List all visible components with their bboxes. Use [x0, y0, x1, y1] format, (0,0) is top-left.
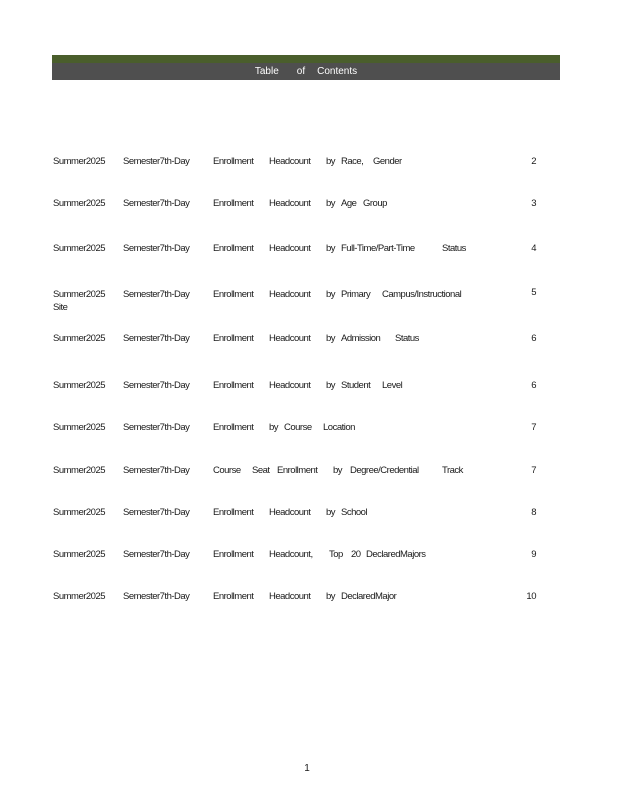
- toc-entry-description-word: Headcount: [269, 591, 311, 602]
- toc-entry[interactable]: [0, 333, 618, 363]
- toc-entry-description-word: Gender: [373, 156, 402, 167]
- toc-entry-description-word: Course: [213, 465, 241, 476]
- toc-entry-description-word: Course: [284, 422, 312, 433]
- toc-entry-term: Summer2025: [53, 156, 106, 167]
- toc-entry-description-word: Headcount: [269, 380, 311, 391]
- toc-entry-calendar: Semester7th-Day: [123, 465, 190, 476]
- toc-entry-term: Summer2025: [53, 243, 106, 254]
- toc-entry-description-word: 20: [351, 549, 361, 560]
- toc-entry-term: Summer2025: [53, 333, 106, 344]
- toc-entry-description-word: Primary: [341, 289, 371, 300]
- toc-entry-description-word: by: [333, 465, 343, 476]
- toc-entry-description-word: Seat: [252, 465, 270, 476]
- toc-entry-description-word: Top: [329, 549, 343, 560]
- toc-entry-description-word: Age: [341, 198, 357, 209]
- toc-entry-term: Summer2025: [53, 549, 106, 560]
- toc-entry-description-word: Headcount,: [269, 549, 313, 560]
- toc-entry-page-number: 6: [531, 380, 536, 391]
- toc-entry-term: Summer2025: [53, 591, 106, 602]
- toc-entry-description-word: Admission: [341, 333, 381, 344]
- toc-entry-description-word: Headcount: [269, 198, 311, 209]
- toc-entry-description-word: Status: [442, 243, 466, 254]
- toc-entry-description-word: Campus/Instructional: [382, 289, 462, 300]
- toc-entry-description-word: Student: [341, 380, 371, 391]
- toc-entry-description-word: by: [326, 289, 336, 300]
- toc-entry-description-word: Full-Time/Part-Time: [341, 243, 415, 254]
- toc-entry-description-word: Level: [382, 380, 403, 391]
- toc-entry[interactable]: [0, 465, 618, 495]
- toc-entry-page-number: 4: [531, 243, 536, 254]
- toc-entry-term: Summer2025: [53, 380, 106, 391]
- toc-entry-description-word: Enrollment: [213, 156, 254, 167]
- toc-entry-calendar: Semester7th-Day: [123, 333, 190, 344]
- toc-entry-description-word: by: [326, 243, 336, 254]
- toc-entry-page-number: 10: [526, 591, 536, 602]
- toc-entry-description-word: by: [326, 380, 336, 391]
- toc-entry-calendar: Semester7th-Day: [123, 289, 190, 300]
- toc-entry-description-word: by: [326, 591, 336, 602]
- toc-entry[interactable]: [0, 380, 618, 410]
- toc-entry-calendar: Semester7th-Day: [123, 198, 190, 209]
- header-title-bar: [52, 63, 560, 80]
- toc-entry-description-word: Race,: [341, 156, 364, 167]
- toc-entry[interactable]: [0, 198, 618, 228]
- toc-entry[interactable]: [0, 289, 618, 319]
- toc-entry-term: Summer2025: [53, 465, 106, 476]
- toc-entry-description-word: Enrollment: [213, 507, 254, 518]
- toc-entry-description-word: Enrollment: [213, 422, 254, 433]
- toc-entry-calendar: Semester7th-Day: [123, 591, 190, 602]
- toc-entry-description-word: Enrollment: [213, 591, 254, 602]
- toc-entry-description-word: DeclaredMajors: [366, 549, 426, 560]
- toc-entry-description-word: Group: [363, 198, 387, 209]
- toc-entry-description-word: School: [341, 507, 368, 518]
- toc-entry-calendar: Semester7th-Day: [123, 156, 190, 167]
- toc-entry-description-word: Enrollment: [213, 198, 254, 209]
- toc-entry-description-word: Enrollment: [213, 380, 254, 391]
- toc-header-banner: [52, 55, 560, 80]
- toc-entry-description-word: by: [326, 507, 336, 518]
- toc-entry[interactable]: [0, 549, 618, 579]
- toc-entry-page-number: 6: [531, 333, 536, 344]
- toc-entry-page-number: 8: [531, 507, 536, 518]
- toc-entry-description-word: Enrollment: [277, 465, 318, 476]
- toc-entry-description-word: Enrollment: [213, 549, 254, 560]
- toc-entry-calendar: Semester7th-Day: [123, 507, 190, 518]
- toc-title-word: Table: [254, 66, 279, 77]
- header-accent-bar: [52, 55, 560, 63]
- toc-entry-description-word: Enrollment: [213, 333, 254, 344]
- toc-entry-description-word: Track: [442, 465, 463, 476]
- toc-entry-page-number: 3: [531, 198, 536, 209]
- page-number: 1: [304, 763, 310, 774]
- toc-entry-calendar: Semester7th-Day: [123, 243, 190, 254]
- toc-entry-description-word: by: [326, 198, 336, 209]
- toc-entry-calendar: Semester7th-Day: [123, 380, 190, 391]
- toc-entry-page-number: 7: [531, 422, 536, 433]
- toc-entry-description-word: Headcount: [269, 289, 311, 300]
- toc-entry-description-word: by: [326, 333, 336, 344]
- toc-entry-description-word: by: [269, 422, 279, 433]
- toc-entry-calendar: Semester7th-Day: [123, 422, 190, 433]
- toc-entry-description-continuation: Site: [53, 302, 68, 313]
- toc-entry[interactable]: [0, 507, 618, 537]
- toc-entry-description-word: Enrollment: [213, 243, 254, 254]
- toc-entry-description-word: Status: [395, 333, 419, 344]
- toc-entry-description-word: DeclaredMajor: [341, 591, 397, 602]
- toc-entry-description-word: Headcount: [269, 507, 311, 518]
- toc-title-word: Contents: [317, 66, 358, 77]
- toc-entry-description-word: Degree/Credential: [350, 465, 419, 476]
- toc-entry-description-word: Headcount: [269, 156, 311, 167]
- toc-entry[interactable]: [0, 422, 618, 452]
- toc-entry-description-word: Headcount: [269, 333, 311, 344]
- toc-entry-page-number: 5: [531, 287, 536, 298]
- toc-entry-term: Summer2025: [53, 289, 106, 300]
- toc-entry-description-word: Enrollment: [213, 289, 254, 300]
- toc-entry-description-word: by: [326, 156, 336, 167]
- toc-entry[interactable]: [0, 156, 618, 186]
- toc-entry-term: Summer2025: [53, 422, 106, 433]
- toc-entry-description-word: Headcount: [269, 243, 311, 254]
- toc-entry-page-number: 9: [531, 549, 536, 560]
- toc-entry-calendar: Semester7th-Day: [123, 549, 190, 560]
- toc-entry-description-word: Location: [323, 422, 355, 433]
- toc-entry-page-number: 2: [531, 156, 536, 167]
- toc-entry[interactable]: [0, 243, 618, 273]
- toc-entry-page-number: 7: [531, 465, 536, 476]
- toc-entry-term: Summer2025: [53, 198, 106, 209]
- toc-entry[interactable]: [0, 591, 618, 621]
- toc-title-word: of: [296, 66, 306, 77]
- toc-entry-term: Summer2025: [53, 507, 106, 518]
